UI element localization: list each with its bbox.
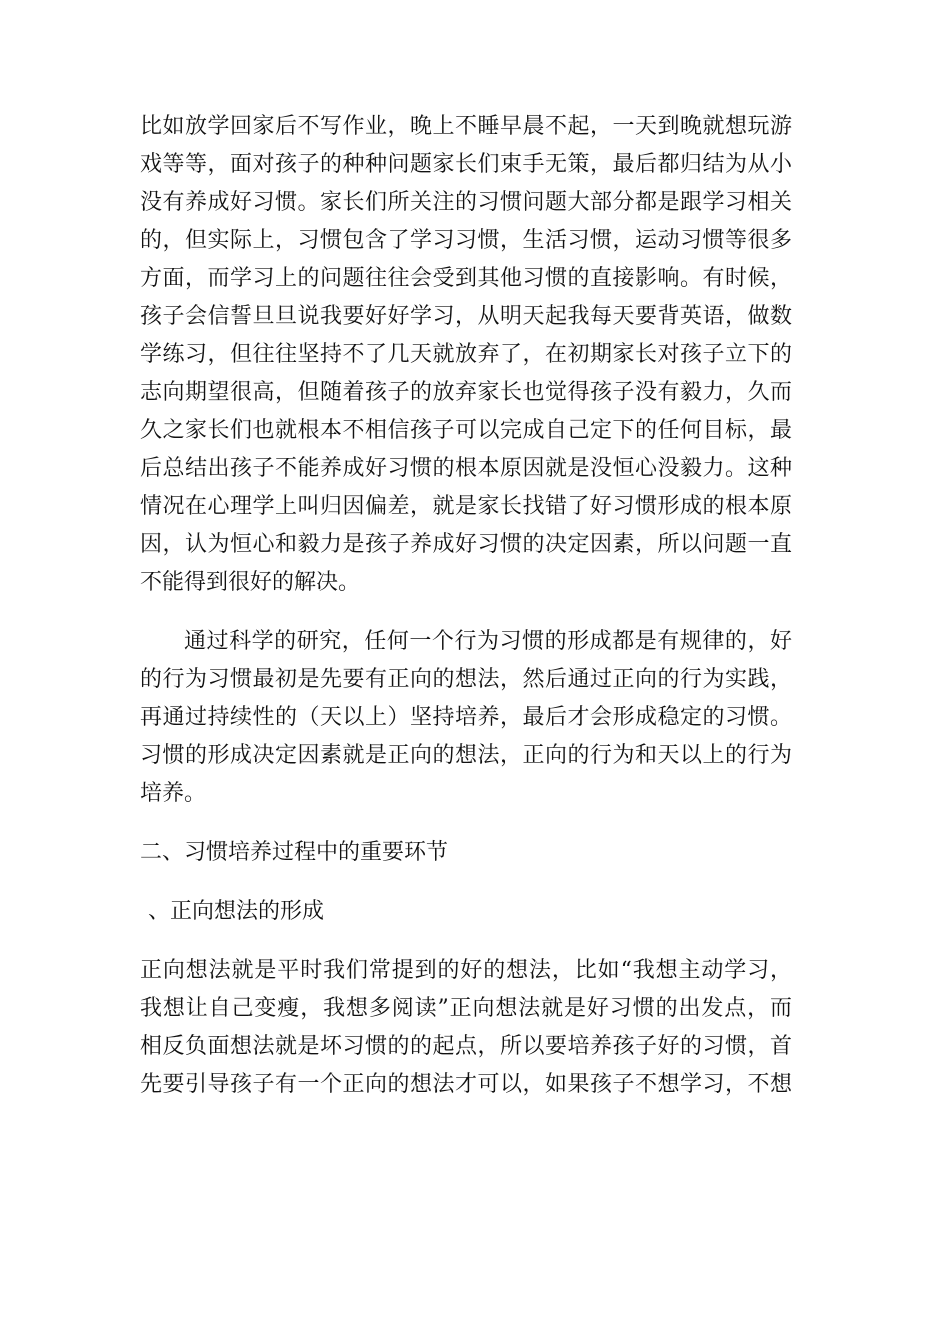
paragraph-line: 通过科学的研究，任何一个行为习惯的形成都是有规律的，好 — [184, 629, 792, 654]
paragraph-line: 再通过持续性的（天以上）坚持培养，最后才会形成稳定的习惯。 — [140, 705, 792, 730]
paragraph-line: 不能得到很好的解决。 — [140, 570, 361, 595]
document-body — [140, 108, 792, 1104]
paragraph-1 — [140, 108, 792, 602]
paragraph-line: 相反负面想法就是坏习惯的的起点，所以要培养孩子好的习惯，首 — [140, 1034, 792, 1059]
paragraph-line: 学练习，但往往坚持不了几天就放弃了，在初期家长对孩子立下的 — [140, 342, 792, 367]
paragraph-line: 比如放学回家后不写作业，晚上不睡早晨不起，一天到晚就想玩游 — [140, 114, 792, 139]
paragraph-line: 的行为习惯最初是先要有正向的想法，然后通过正向的行为实践， — [140, 667, 792, 692]
paragraph-line: 因，认为恒心和毅力是孩子养成好习惯的决定因素，所以问题一直 — [140, 532, 792, 557]
paragraph-line: 方面，而学习上的问题往往会受到其他习惯的直接影响。有时候， — [140, 266, 792, 291]
paragraph-line: 习惯的形成决定因素就是正向的想法，正向的行为和天以上的行为 — [140, 743, 792, 768]
paragraph-line: 先要引导孩子有一个正向的想法才可以，如果孩子不想学习，不想 — [140, 1072, 792, 1097]
paragraph-line: 的，但实际上，习惯包含了学习习惯，生活习惯，运动习惯等很多 — [140, 228, 792, 253]
paragraph-line: 久之家长们也就根本不相信孩子可以完成自己定下的任何目标，最 — [140, 418, 792, 443]
paragraph-line: 情况在心理学上叫归因偏差，就是家长找错了好习惯形成的根本原 — [140, 494, 792, 519]
paragraph-line: 没有养成好习惯。家长们所关注的习惯问题大部分都是跟学习相关 — [140, 190, 792, 215]
paragraph-3 — [140, 952, 792, 1104]
paragraph-line: 我想让自己变瘦，我想多阅读”正向想法就是好习惯的出发点，而 — [140, 996, 792, 1021]
paragraph-line: 志向期望很高，但随着孩子的放弃家长也觉得孩子没有毅力，久而 — [140, 380, 792, 405]
subheading: 、正向想法的形成 — [148, 899, 325, 924]
paragraph-2 — [140, 623, 792, 813]
paragraph-line: 戏等等，面对孩子的种种问题家长们束手无策，最后都归结为从小 — [140, 152, 792, 177]
paragraph-line: 正向想法就是平时我们常提到的好的想法，比如“我想主动学习， — [140, 958, 792, 983]
paragraph-line: 培养。 — [140, 781, 207, 806]
paragraph-line: 后总结出孩子不能养成好习惯的根本原因就是没恒心没毅力。这种 — [140, 456, 792, 481]
section-heading: 二、习惯培养过程中的重要环节 — [140, 840, 449, 865]
paragraph-line: 孩子会信誓旦旦说我要好好学习，从明天起我每天要背英语，做数 — [140, 304, 792, 329]
